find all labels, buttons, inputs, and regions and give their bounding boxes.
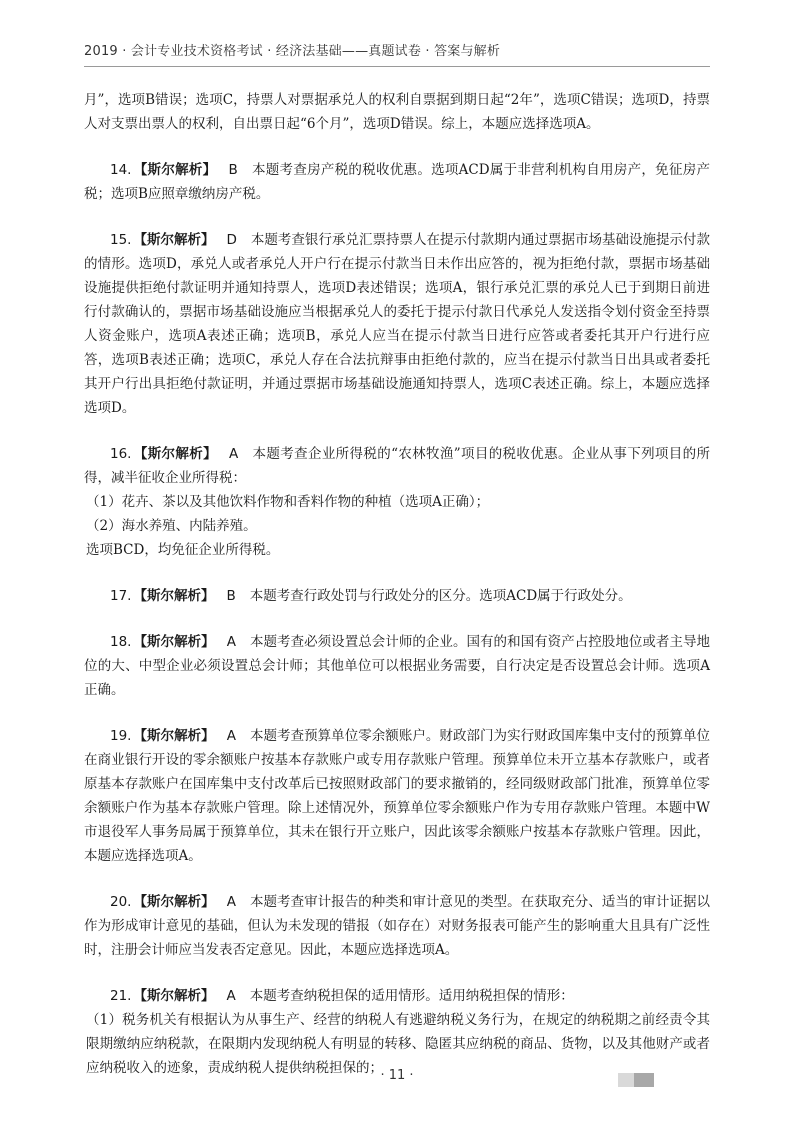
answer-paragraph xyxy=(84,890,710,962)
answer-letter: B xyxy=(228,162,238,178)
answer-letter: A xyxy=(226,988,236,1004)
answer-paragraph xyxy=(84,584,710,608)
continuation-paragraph xyxy=(84,88,710,136)
analysis-tag: 【斯尔解析】 xyxy=(133,232,215,248)
answer-letter: A xyxy=(226,728,236,744)
question-number: 17. xyxy=(110,588,132,604)
analysis-tag: 【斯尔解析】 xyxy=(133,162,217,178)
question-number: 16. xyxy=(110,446,132,462)
analysis-text: 本题考查行政处罚与行政处分的区分。选项ACD属于行政处分。 xyxy=(249,588,632,604)
answer-letter: D xyxy=(226,232,237,248)
analysis-tag: 【斯尔解析】 xyxy=(133,588,215,604)
analysis-text: 本题考查必须设置总会计师的企业。国有的和国有资产占控股地位或者主导地位的大、中型企业必须设置总会计师；其他单位可以根据业务需要，自行决定是否设置总会计师。选项A正确。 xyxy=(84,634,711,698)
answer-paragraph xyxy=(84,228,710,420)
continuation-text: 月”，选项B错误；选项C，持票人对票据承兑人的权利自票据到期日起“2年”，选项C错误；选项D，持票人对支票出票人的权利，自出票日起“6个月”，选项D错误。综上，本题应选择选项A。 xyxy=(84,92,710,132)
answer-letter: A xyxy=(226,634,236,650)
question-number: 18. xyxy=(110,634,132,650)
analysis-sub-line: 选项BCD，均免征企业所得税。 xyxy=(86,542,280,558)
corner-mark-light xyxy=(618,1073,634,1087)
analysis-sub-line: （1）税务机关有根据认为从事生产、经营的纳税人有逃避纳税义务行为，在规定的纳税期之前经责令其限期缴纳应纳税款，在限期内发现纳税人有明显的转移、隐匿其应纳税的商品、货物，以及其他财产或者应纳税收入的迹象，责成纳税人提供纳税担保的； xyxy=(86,1012,710,1076)
analysis-sub-line: （2）海水养殖、内陆养殖。 xyxy=(86,518,257,534)
answer-item xyxy=(84,228,710,420)
answer-paragraph xyxy=(84,442,710,490)
question-number: 19. xyxy=(110,728,132,744)
analysis-tag: 【斯尔解析】 xyxy=(133,728,215,744)
analysis-text: 本题考查房产税的税收优惠。选项ACD属于非营利机构自用房产，免征房产税；选项B应照章缴纳房产税。 xyxy=(84,162,711,202)
analysis-text: 本题考查纳税担保的适用情形。适用纳税担保的情形： xyxy=(249,988,574,1004)
answer-item xyxy=(84,584,710,608)
answer-item xyxy=(84,984,710,1080)
analysis-tag: 【斯尔解析】 xyxy=(133,446,217,462)
analysis-tag: 【斯尔解析】 xyxy=(133,894,215,910)
analysis-text: 本题考查企业所得税的“农林牧渔”项目的税收优惠。企业从事下列项目的所得，减半征收企业所得税： xyxy=(84,446,710,486)
analysis-text: 本题考查银行承兑汇票持票人在提示付款期内通过票据市场基础设施提示付款的情形。选项D，承兑人或者承兑人开户行在提示付款当日未作出应答的，视为拒绝付款，票据市场基础设施提供拒绝付款证明并通知持票人，选项D表述错误；选项A，银行承兑汇票的承兑人已于到期日前进行付款确认的，票据市场基础设施应当根据承兑人的委托于提示付款日代承兑人发送指令划付资金至持票人资金账户，选项A表述正确；选项B，承兑人应当在提示付款当日进行应答或者委托其开户行进行应答，选项B表述正确；选项C，承兑人存在合法抗辩事由拒绝付款的，应当在提示付款当日出具或者委托其开户行出具拒绝付款证明，并通过票据市场基础设施通知持票人，选项C表述正确。综上，本题应选择选项D。 xyxy=(84,232,711,416)
analysis-text: 本题考查审计报告的种类和审计意见的类型。在获取充分、适当的审计证据以作为形成审计意见的基础，但认为未发现的错报（如存在）对财务报表可能产生的影响重大且具有广泛性时，注册会计师应当发表否定意见。因此，本题应选择选项A。 xyxy=(84,894,711,958)
answer-letter: A xyxy=(228,446,239,462)
answer-paragraph xyxy=(84,984,710,1008)
header-divider xyxy=(84,66,710,67)
answer-paragraph xyxy=(84,158,710,206)
analysis-tag: 【斯尔解析】 xyxy=(133,988,215,1004)
answer-list xyxy=(84,158,710,1080)
analysis-text: 本题考查预算单位零余额账户。财政部门为实行财政国库集中支付的预算单位在商业银行开设的零余额账户按基本存款账户或专用存款账户管理。预算单位未开立基本存款账户，或者原基本存款账户在国库集中支付改革后已按照财政部门的要求撤销的，经同级财政部门批准，预算单位零余额账户作为基本存款账户管理。除上述情况外，预算单位零余额账户作为专用存款账户管理。本题中W市退役军人事务局属于预算单位，其未在银行开立账户，因此该零余额账户按基本存款账户管理。因此，本题应选择选项A。 xyxy=(84,728,711,864)
analysis-sub-line: （1）花卉、茶以及其他饮料作物和香料作物的种植（选项A正确）； xyxy=(86,494,490,510)
answer-item xyxy=(84,630,710,702)
analysis-tag: 【斯尔解析】 xyxy=(133,634,215,650)
answer-paragraph xyxy=(84,724,710,868)
answer-item xyxy=(84,158,710,206)
answer-item xyxy=(84,724,710,868)
question-number: 20. xyxy=(110,894,132,910)
question-number: 15. xyxy=(110,232,132,248)
page-number: · 11 · xyxy=(380,1068,414,1083)
document-body xyxy=(84,88,710,1102)
answer-item xyxy=(84,442,710,562)
running-header: 2019 · 会计专业技术资格考试 · 经济法基础——真题试卷 · 答案与解析 xyxy=(84,44,501,59)
answer-item xyxy=(84,890,710,962)
answer-letter: B xyxy=(226,588,236,604)
answer-letter: A xyxy=(226,894,236,910)
corner-mark-dark xyxy=(634,1073,654,1087)
question-number: 14. xyxy=(110,162,132,178)
question-number: 21. xyxy=(110,988,132,1004)
answer-paragraph xyxy=(84,630,710,702)
